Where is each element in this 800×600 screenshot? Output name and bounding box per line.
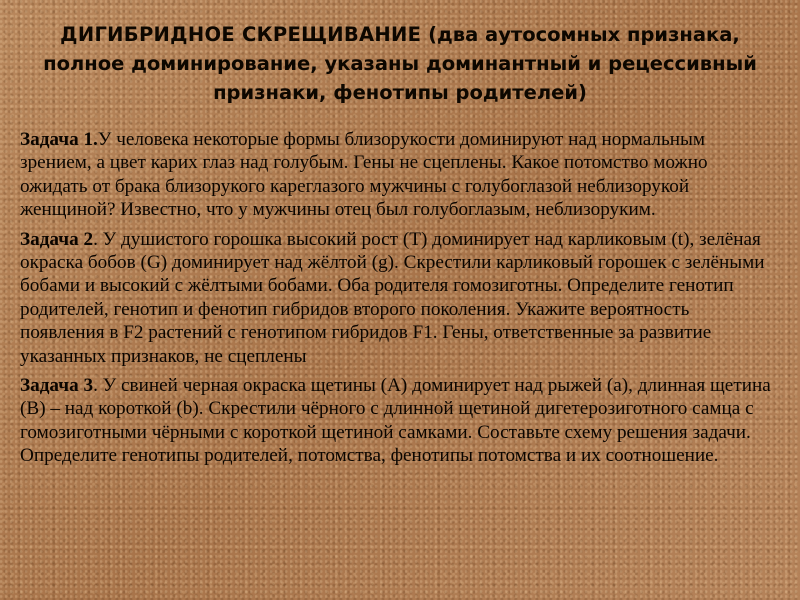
task-2-text: . У душистого горошка высокий рост (Т) доминирует над карликовым (t), зелёная окраска бобов (G) доминирует над жёлтой (g). Скрестили карликовый горошек с зелёными бобами и высокий с жёлтыми бобами. Оба родителя гомозиготны. Определите генотип родителей, генотип и фенотип гибридов второго поколения. Укажите вероятность появления в F2 растений с генотипом гибридов F1. Гены, ответственные за развитие указанных признаков, не сцеплены [20,228,765,367]
task-1 [20,128,775,222]
task-1-text: У человека некоторые формы близорукости доминируют над нормальным зрением, а цвет карих глаз над голубым. Гены не сцеплены. Какое потомство можно ожидать от брака близорукого кареглазого мужчины с голубоглазой неблизорукой женщиной? Известно, что у мужчины отец был голубоглазым, неблизоруким. [20,129,708,221]
slide-title [20,20,780,107]
task-3-label: Задача 3 [20,375,94,397]
task-3 [20,374,775,468]
task-1-label: Задача 1. [20,129,98,150]
task-2 [20,228,775,368]
task-2-label: Задача 2 [20,228,94,250]
title-subtitle: (два аутосомных признака, полное доминирование, указаны доминантный и рецессивный признаки, фенотипы родителей) [43,23,757,104]
task-3-text: . У свиней черная окраска щетины (А) доминирует над рыжей (а), длинная щетина (В) – над короткой (b). Скрестили чёрного с длинной щетиной дигетерозиготного самца с гомозиготными чёрными с короткой щетиной самками. Составьте схему решения задачи. Определите генотипы родителей, потомства, фенотипы потомства и их соотношение. [20,375,771,467]
slide-body [20,128,775,474]
title-main: ДИГИБРИДНОЕ СКРЕЩИВАНИЕ [60,23,422,46]
